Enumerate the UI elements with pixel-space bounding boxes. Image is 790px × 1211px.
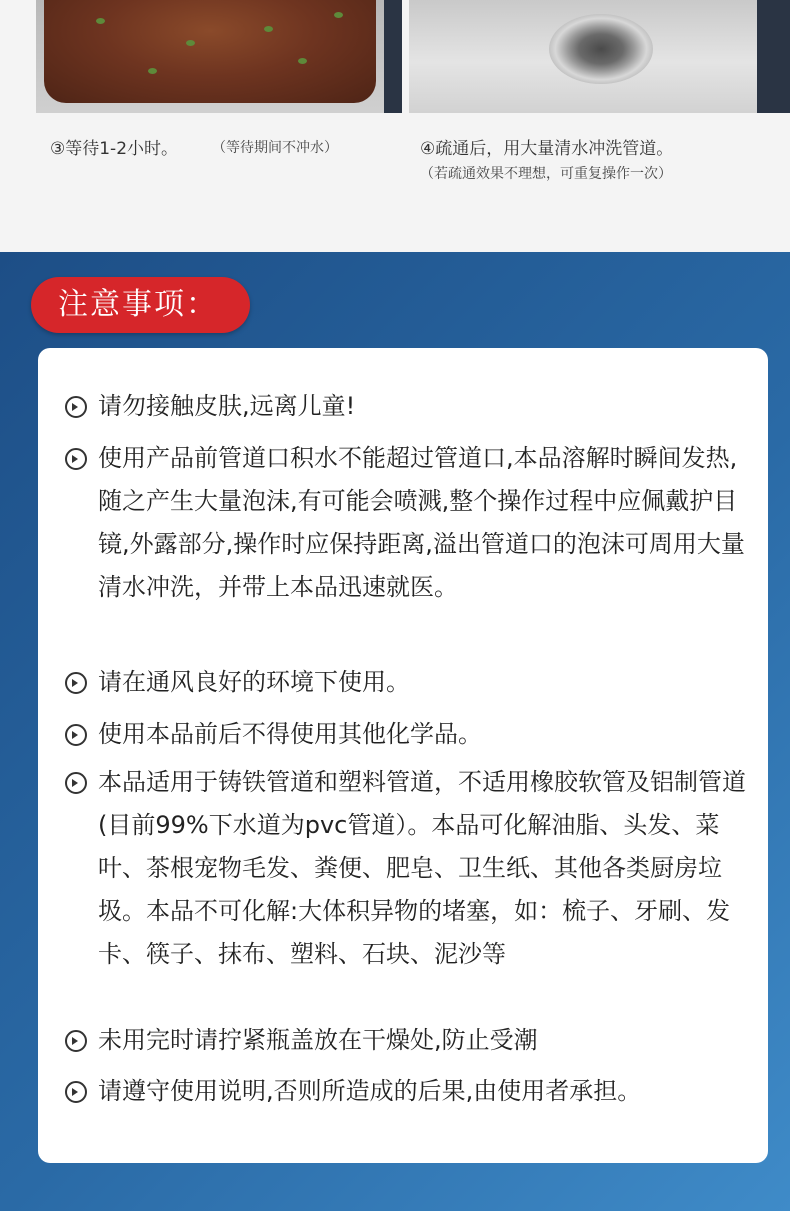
instructions-section xyxy=(0,0,790,252)
notice-item-text: 请遵守使用说明,否则所造成的后果,由使用者承担。 xyxy=(98,1077,642,1105)
step-4-note: （若疏通效果不理想，可重复操作一次） xyxy=(420,166,672,182)
notice-item-text: 使用本品前后不得使用其他化学品。 xyxy=(98,720,482,748)
photo-divider xyxy=(384,0,402,113)
arrow-circle-icon xyxy=(65,396,87,418)
leaf-fragment xyxy=(334,12,343,18)
notice-item-text: 未用完时请拧紧瓶盖放在干燥处,防止受潮 xyxy=(98,1026,538,1054)
notice-item-text: 本品适用于铸铁管道和塑料管道，不适用橡胶软管及铝制管道(目前99%下水道为pvc管道）。本品可化解油脂、头发、菜叶、茶根宠物毛发、粪便、肥皂、卫生纸、其他各类厨房垃圾。本品不可化解:大体积异物的堵塞，如：梳子、牙刷、发卡、筷子、抹布、塑料、石块、泥沙等 xyxy=(98,768,746,968)
photo-edge xyxy=(757,0,790,113)
clean-drain-photo xyxy=(409,0,757,113)
sink-soaking-photo xyxy=(36,0,384,113)
arrow-circle-icon xyxy=(65,1081,87,1103)
step-4-text: ④疏通后，用大量清水冲洗管道。 xyxy=(420,139,674,159)
notice-title: 注意事项： xyxy=(58,287,218,322)
notice-item-text: 请在通风良好的环境下使用。 xyxy=(98,668,410,696)
leaf-fragment xyxy=(148,68,157,74)
leaf-fragment xyxy=(264,26,273,32)
notice-item-text: 使用产品前管道口积水不能超过管道口,本品溶解时瞬间发热,随之产生大量泡沫,有可能会喷溅,整个操作过程中应佩戴护目镜,外露部分,操作时应保持距离,溢出管道口的泡沫可周用大量清水冲洗，并带上本品迅速就医。 xyxy=(98,444,745,601)
drain-liquid-image xyxy=(44,0,376,103)
step-3-text: ③等待1-2小时。 xyxy=(50,139,179,159)
drain-hole-image xyxy=(549,14,653,84)
arrow-circle-icon xyxy=(65,448,87,470)
step-3-note: （等待期间不冲水） xyxy=(212,140,338,156)
leaf-fragment xyxy=(186,40,195,46)
leaf-fragment xyxy=(298,58,307,64)
arrow-circle-icon xyxy=(65,672,87,694)
leaf-fragment xyxy=(96,18,105,24)
arrow-circle-icon xyxy=(65,1030,87,1052)
notice-item-text: 请勿接触皮肤,远离儿童! xyxy=(98,392,356,420)
arrow-circle-icon xyxy=(65,724,87,746)
arrow-circle-icon xyxy=(65,772,87,794)
